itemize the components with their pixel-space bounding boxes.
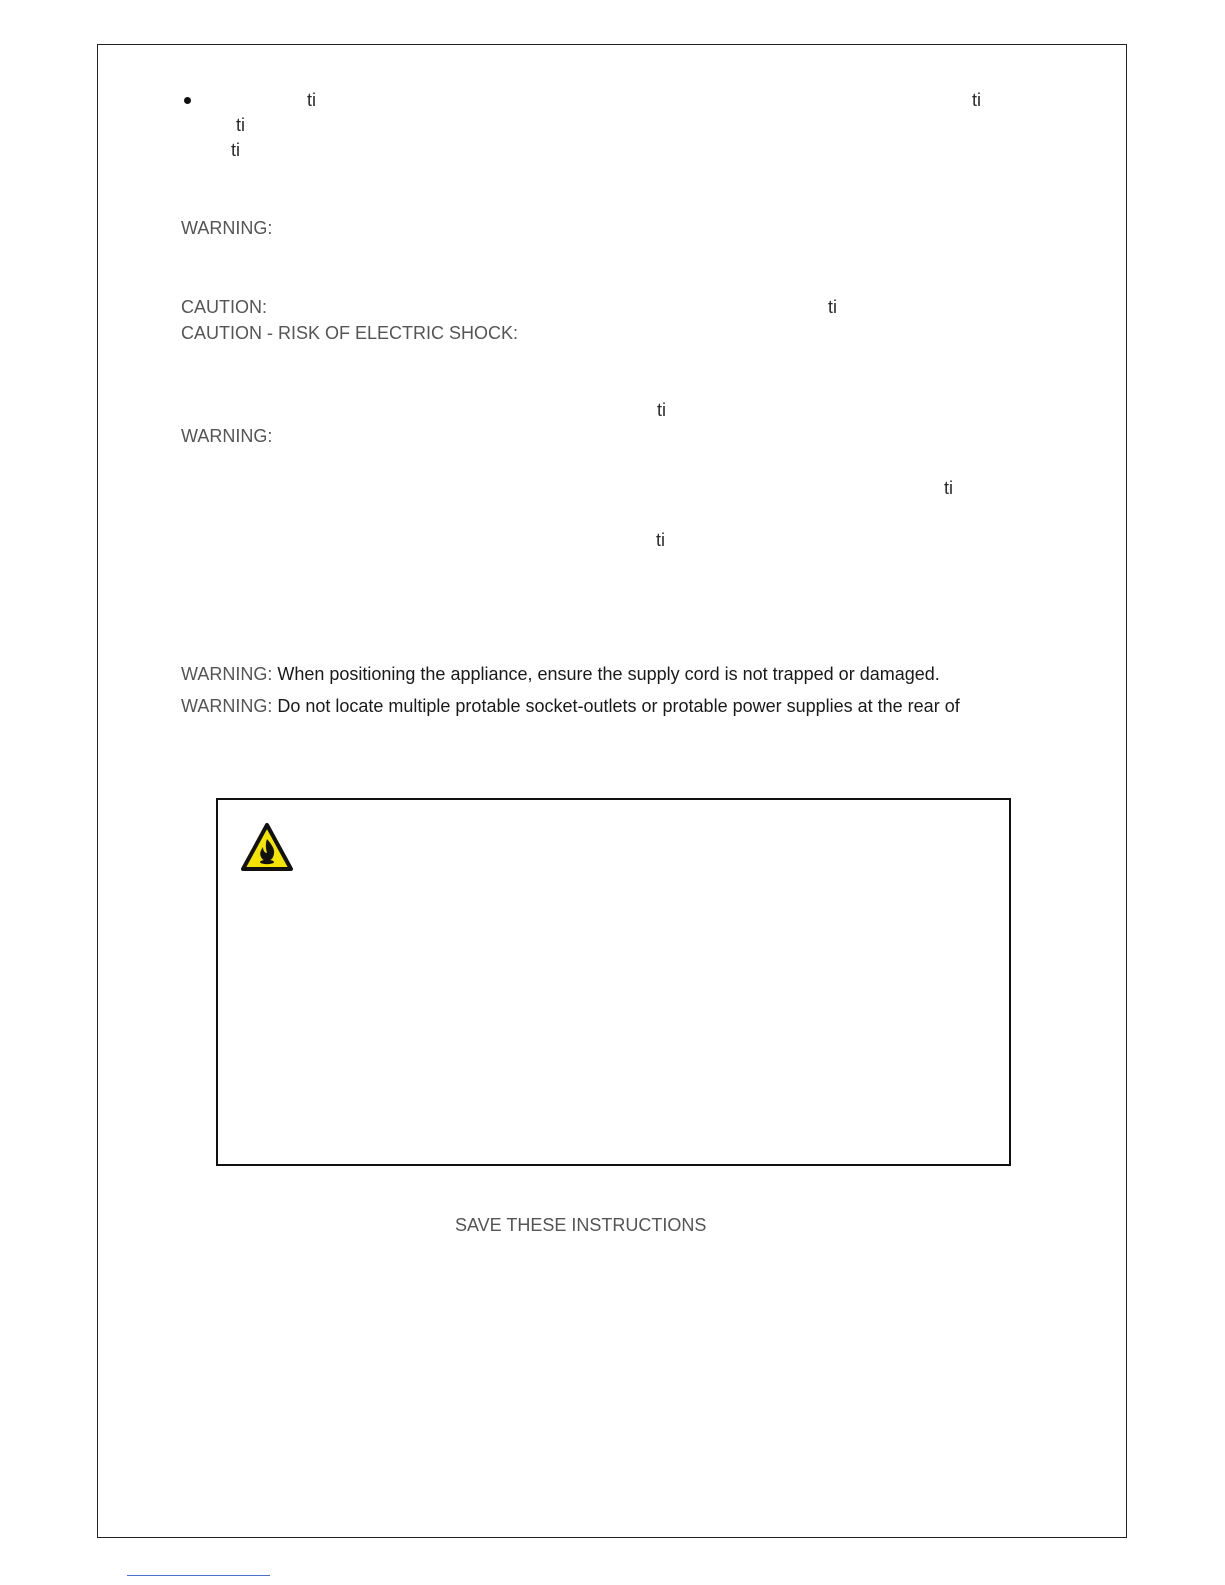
flammable-warning-icon xyxy=(240,822,294,872)
text-fragment: ti xyxy=(307,90,316,110)
warning-label: WARNING: xyxy=(181,426,273,446)
warning-label: WARNING: xyxy=(181,218,273,238)
text-fragment: ti xyxy=(828,297,837,317)
warning-label: WARNING: xyxy=(181,664,273,684)
page-frame xyxy=(97,44,1127,1538)
bottom-link-underline xyxy=(127,1575,270,1576)
fire-warning-box xyxy=(216,798,1011,1166)
caution-label: CAUTION: xyxy=(181,297,268,317)
warning-label: WARNING: xyxy=(181,696,273,716)
text-fragment: ti xyxy=(657,400,666,420)
caution-shock-label: CAUTION - RISK OF ELECTRIC SHOCK: xyxy=(181,323,519,343)
text-fragment: ti xyxy=(944,478,953,498)
text-fragment: ti xyxy=(972,90,981,110)
text-fragment: ti xyxy=(656,530,665,550)
text-fragment: ti xyxy=(236,115,245,135)
save-instructions-heading: SAVE THESE INSTRUCTIONS xyxy=(455,1215,707,1235)
warning-line-1 xyxy=(181,663,940,685)
warning-text: Do not locate multiple protable socket-outlets or protable power supplies at the rear of xyxy=(272,696,960,716)
warning-text: When positioning the appliance, ensure the supply cord is not trapped or damaged. xyxy=(272,664,940,684)
list-bullet xyxy=(184,97,191,104)
text-fragment: ti xyxy=(231,140,240,160)
warning-line-2 xyxy=(181,695,960,717)
